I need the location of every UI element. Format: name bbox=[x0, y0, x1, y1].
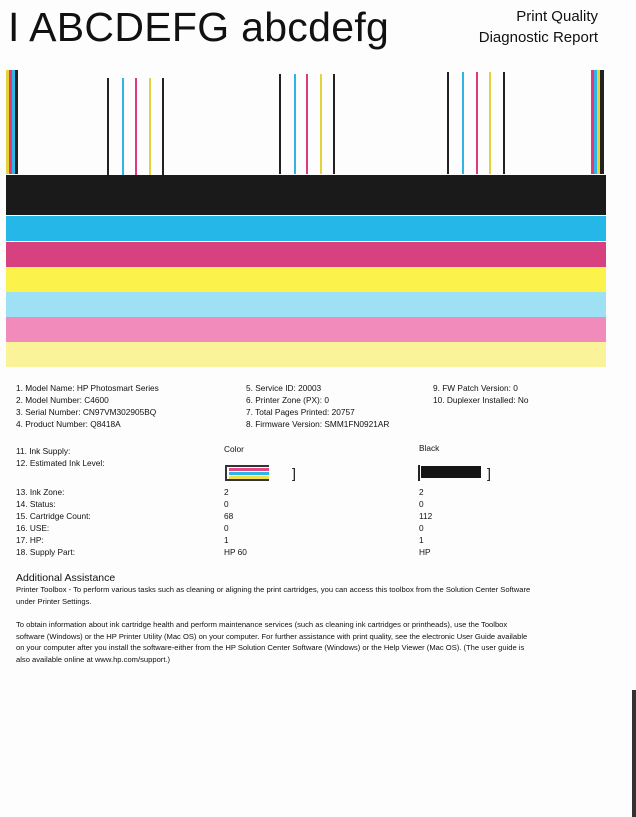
ink-level-label: 12. Estimated Ink Level: bbox=[16, 458, 105, 468]
hp-color: 1 bbox=[224, 535, 229, 545]
ink-zone-color: 2 bbox=[224, 487, 229, 497]
color-header: Color bbox=[224, 444, 244, 454]
supply-part-color: HP 60 bbox=[224, 547, 247, 557]
magenta-bar bbox=[6, 242, 606, 267]
color-gauge-bracket-close: ] bbox=[292, 465, 296, 481]
gauge-cyan-level bbox=[229, 472, 269, 475]
black-ink-gauge bbox=[418, 465, 482, 481]
service-id: 5. Service ID: 20003 bbox=[246, 383, 322, 393]
report-title-line1: Print Quality bbox=[516, 8, 598, 25]
duplexer-installed: 10. Duplexer Installed: No bbox=[433, 395, 529, 405]
cyan-bar bbox=[6, 216, 606, 241]
alignment-group-left bbox=[6, 70, 18, 174]
light-yellow-bar bbox=[6, 342, 606, 367]
product-number: 4. Product Number: Q8418A bbox=[16, 419, 121, 429]
use-label: 16. USE: bbox=[16, 523, 50, 533]
black-header: Black bbox=[419, 443, 440, 453]
fw-patch-version: 9. FW Patch Version: 0 bbox=[433, 383, 518, 393]
status-label: 14. Status: bbox=[16, 499, 56, 509]
alignment-group-2 bbox=[279, 74, 335, 174]
maintenance-paragraph: To obtain information about ink cartridge health and perform maintenance services (such as cleaning ink cartridges or printheads), use the Toolbox software (Windows) or the HP Printer Utility (Mac OS) on your computer. For further assistance with print quality, see the electronic User Guide available on your computer after you install the software-either from the HP Solution Center Software (Windows) or the Help Viewer (Mac OS). (The user guide is also available online at www.hp.com/support.) bbox=[16, 620, 528, 665]
use-black: 0 bbox=[419, 523, 424, 533]
total-pages: 7. Total Pages Printed: 20757 bbox=[246, 407, 355, 417]
color-ink-gauge bbox=[225, 465, 271, 483]
info-column-1 bbox=[16, 383, 159, 431]
info-column-2 bbox=[246, 383, 389, 431]
alignment-group-3 bbox=[447, 72, 505, 174]
serial-number: 3. Serial Number: CN97VM302905BQ bbox=[16, 407, 157, 417]
model-name: 1. Model Name: HP Photosmart Series bbox=[16, 383, 159, 393]
black-bar bbox=[6, 175, 606, 215]
light-magenta-bar bbox=[6, 317, 606, 342]
black-gauge-bracket-close: ] bbox=[487, 465, 491, 481]
alignment-group-1 bbox=[107, 78, 164, 176]
hp-label: 17. HP: bbox=[16, 535, 44, 545]
gauge-black-level bbox=[421, 466, 481, 478]
cartridge-count-label: 15. Cartridge Count: bbox=[16, 511, 91, 521]
info-column-3 bbox=[433, 383, 528, 407]
hp-black: 1 bbox=[419, 535, 424, 545]
report-title-line2: Diagnostic Report bbox=[478, 29, 598, 46]
yellow-bar bbox=[6, 267, 606, 292]
cartridge-count-black: 112 bbox=[419, 511, 433, 521]
additional-assistance-heading: Additional Assistance bbox=[16, 572, 116, 584]
supply-part-black: HP bbox=[419, 547, 431, 557]
ink-zone-black: 2 bbox=[419, 487, 424, 497]
alignment-group-right bbox=[591, 70, 604, 174]
status-black: 0 bbox=[419, 499, 424, 509]
report-title bbox=[479, 6, 598, 48]
use-color: 0 bbox=[224, 523, 229, 533]
ink-zone-label: 13. Ink Zone: bbox=[16, 487, 65, 497]
model-number: 2. Model Number: C4600 bbox=[16, 395, 109, 405]
light-cyan-bar bbox=[6, 292, 606, 317]
scan-edge bbox=[632, 690, 636, 817]
supply-part-label: 18. Supply Part: bbox=[16, 547, 76, 557]
test-characters: I ABCDEFG abcdefg bbox=[8, 4, 390, 50]
gauge-yellow-level bbox=[229, 476, 269, 479]
ink-supply-label: 11. Ink Supply: bbox=[16, 446, 71, 456]
status-color: 0 bbox=[224, 499, 229, 509]
gauge-magenta-level bbox=[229, 468, 269, 471]
toolbox-paragraph: Printer Toolbox - To perform various tasks such as cleaning or aligning the print cartridges, you can access this toolbox from the Solution Center Software under Printer Settings. bbox=[16, 585, 531, 606]
printer-zone: 6. Printer Zone (PX): 0 bbox=[246, 395, 330, 405]
firmware-version: 8. Firmware Version: SMM1FN0921AR bbox=[246, 419, 390, 429]
cartridge-count-color: 68 bbox=[224, 511, 234, 521]
alignment-pattern bbox=[0, 66, 636, 176]
